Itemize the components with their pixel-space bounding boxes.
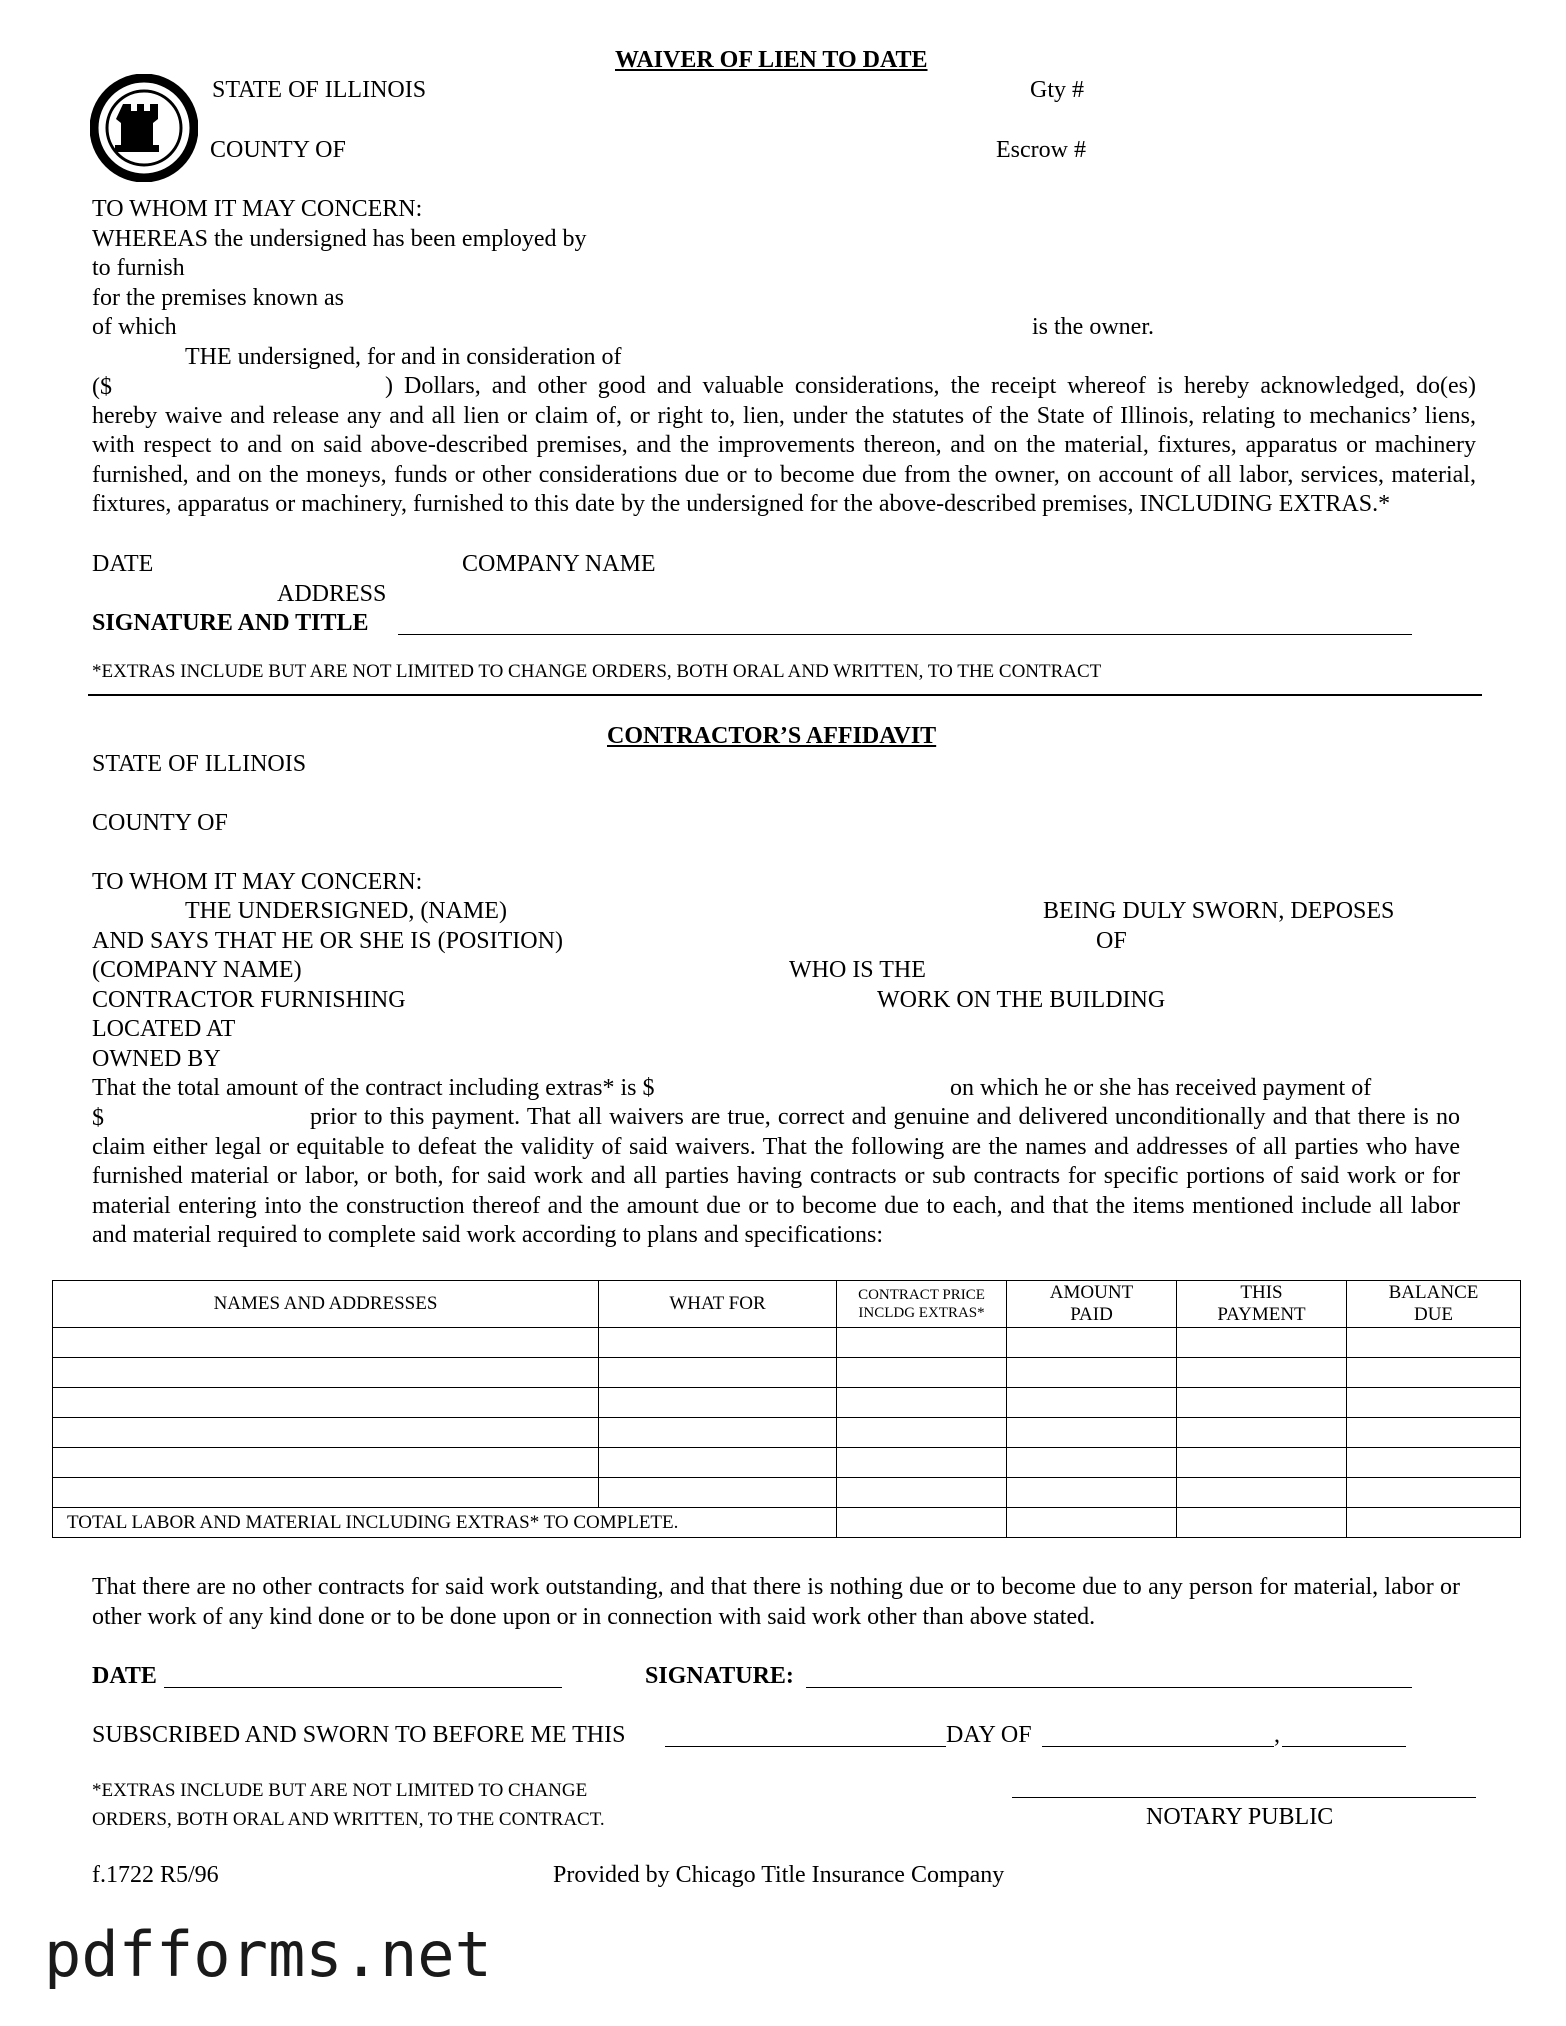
month-line[interactable]	[1042, 1746, 1274, 1747]
affidavit-being-sworn: BEING DULY SWORN, DEPOSES	[1043, 898, 1395, 924]
table-total-row	[53, 1508, 1521, 1538]
affidavit-title: CONTRACTOR’S AFFIDAVIT	[607, 723, 937, 749]
col-this-payment: THIS PAYMENT	[1177, 1281, 1347, 1328]
waiver-signature-line[interactable]	[398, 634, 1412, 635]
subscribed-day-line[interactable]	[665, 1746, 946, 1747]
provided-by: Provided by Chicago Title Insurance Company	[553, 1862, 1005, 1888]
affidavit-signature-label: SIGNATURE:	[645, 1663, 794, 1689]
affidavit-owned-by: OWNED BY	[92, 1046, 221, 1072]
affidavit-date-line[interactable]	[164, 1687, 562, 1688]
affidavit-county: COUNTY OF	[92, 810, 228, 836]
affidavit-signature-line[interactable]	[806, 1687, 1412, 1688]
waiver-dollar-open: ($	[92, 374, 112, 400]
affidavit-dollar: $	[92, 1105, 104, 1131]
notary-public-label: NOTARY PUBLIC	[1146, 1804, 1334, 1830]
col-contract-price: CONTRACT PRICE INCLDG EXTRAS*	[837, 1281, 1007, 1328]
waiver-state: STATE OF ILLINOIS	[212, 77, 427, 103]
affidavit-footnote-1: *EXTRAS INCLUDE BUT ARE NOT LIMITED TO CHANGE	[92, 1780, 588, 1801]
subscribed-label: SUBSCRIBED AND SWORN TO BEFORE ME THIS	[92, 1722, 626, 1748]
affidavit-body: prior to this payment. That all waivers are true, correct and genuine and delivered unconditionally and that there is no claim either legal or equitable to defeat the validity of said waivers. That the following are the names and addresses of all parties who have furnished material or labor, or both, for said work and all parties having contracts or sub contracts for specific portions of said work or for material entering into the construction thereof and the amount due or to become due to each, and that the items mentioned include all labor and material required to complete said work according to plans and specifications:	[92, 1104, 1460, 1248]
waiver-premises: for the premises known as	[92, 285, 344, 311]
affidavit-date-label: DATE	[92, 1663, 157, 1689]
table-header-row	[53, 1281, 1521, 1328]
waiver-county: COUNTY OF	[210, 137, 346, 163]
chicago-title-logo-icon	[90, 74, 198, 182]
total-label: TOTAL LABOR AND MATERIAL INCLUDING EXTRAS* TO COMPLETE.	[53, 1508, 837, 1538]
affidavit-company-name: (COMPANY NAME)	[92, 957, 302, 983]
waiver-date-label: DATE	[92, 551, 154, 577]
affidavit-closing: That there are no other contracts for said work outstanding, and that there is nothing due or to become due to any person for material, labor or other work of any kind done or to be done upon or in connection with said work other than above stated.	[92, 1574, 1460, 1630]
table-row	[53, 1358, 1521, 1388]
affidavit-undersigned: THE UNDERSIGNED, (NAME)	[185, 898, 507, 924]
notary-signature-line[interactable]	[1012, 1797, 1476, 1798]
affidavit-to-whom: TO WHOM IT MAY CONCERN:	[92, 869, 423, 895]
gty-number-label: Gty #	[1030, 77, 1084, 103]
affidavit-state: STATE OF ILLINOIS	[92, 751, 307, 777]
day-of-label: DAY OF	[946, 1722, 1032, 1748]
affidavit-who-is: WHO IS THE	[789, 957, 926, 983]
affidavit-footnote-2: ORDERS, BOTH ORAL AND WRITTEN, TO THE CONTRACT.	[92, 1809, 605, 1830]
table-row	[53, 1418, 1521, 1448]
table-row	[53, 1328, 1521, 1358]
table-row	[53, 1448, 1521, 1478]
waiver-title: WAIVER OF LIEN TO DATE	[615, 47, 928, 73]
affidavit-total-amount: That the total amount of the contract including extras* is $	[92, 1075, 655, 1101]
year-line[interactable]	[1282, 1746, 1406, 1747]
col-balance-due: BALANCE DUE	[1347, 1281, 1521, 1328]
date-comma: ,	[1274, 1722, 1280, 1748]
col-what-for: WHAT FOR	[599, 1281, 837, 1328]
affidavit-of: OF	[1096, 928, 1127, 954]
form-id: f.1722 R5/96	[92, 1862, 219, 1888]
affidavit-received: on which he or she has received payment of	[950, 1075, 1372, 1101]
waiver-address-label: ADDRESS	[277, 581, 387, 607]
escrow-number-label: Escrow #	[996, 137, 1086, 163]
waiver-footnote: *EXTRAS INCLUDE BUT ARE NOT LIMITED TO CHANGE ORDERS, BOTH ORAL AND WRITTEN, TO THE CONTRACT	[92, 661, 1102, 682]
waiver-to-furnish: to furnish	[92, 255, 185, 281]
waiver-to-whom: TO WHOM IT MAY CONCERN:	[92, 196, 423, 222]
waiver-body: ) Dollars, and other good and valuable considerations, the receipt whereof is hereby acknowledged, do(es) hereby waive and release any and all lien or claim of, or right to, lien, under the statutes of the State of Illinois, relating to mechanics’ liens, with respect to and on said above-described premises, and the improvements thereon, and on the material, fixtures, apparatus or machinery furnished, and on the moneys, funds or other considerations due or to become due from the owner, on account of all labor, services, material, fixtures, apparatus or machinery, furnished to this date by the undersigned for the above-described premises, INCLUDING EXTRAS.*	[92, 373, 1476, 517]
waiver-whereas: WHEREAS the undersigned has been employed by	[92, 226, 587, 252]
watermark-brand: pdfforms.net	[44, 1918, 492, 1991]
affidavit-table	[52, 1280, 1521, 1538]
waiver-consideration: THE undersigned, for and in consideration of	[185, 344, 622, 370]
affidavit-contractor: CONTRACTOR FURNISHING	[92, 987, 406, 1013]
col-names-addresses: NAMES AND ADDRESSES	[53, 1281, 599, 1328]
section-divider	[88, 694, 1482, 696]
waiver-signature-title-label: SIGNATURE AND TITLE	[92, 610, 369, 636]
affidavit-and-says: AND SAYS THAT HE OR SHE IS (POSITION)	[92, 928, 563, 954]
table-row	[53, 1478, 1521, 1508]
affidavit-work-on: WORK ON THE BUILDING	[877, 987, 1166, 1013]
affidavit-located-at: LOCATED AT	[92, 1016, 236, 1042]
col-amount-paid: AMOUNT PAID	[1007, 1281, 1177, 1328]
waiver-of-which: of which	[92, 314, 177, 340]
table-row	[53, 1388, 1521, 1418]
waiver-is-owner: is the owner.	[1032, 314, 1154, 340]
waiver-company-name-label: COMPANY NAME	[462, 551, 656, 577]
